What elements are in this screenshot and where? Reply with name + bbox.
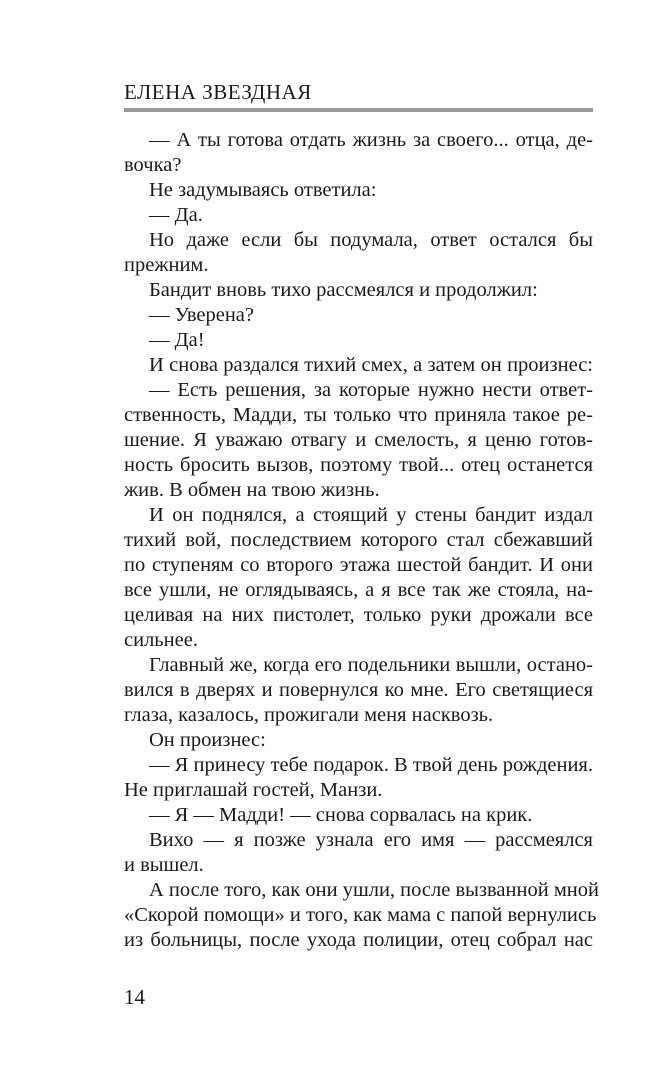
text-line: по ступеням со второго этажа шестой бандит. И они bbox=[124, 554, 593, 576]
text-line: — Я — Мадди! — снова сорвалась на крик. bbox=[149, 804, 533, 826]
text-line: и вышел. bbox=[124, 854, 204, 876]
page-body-text bbox=[124, 128, 599, 953]
text-line: ственность, Мадди, ты только что приняла такое ре- bbox=[124, 404, 593, 426]
text-line: Вихо — я позже узнала его имя — рассмеялся bbox=[149, 829, 593, 851]
text-line: Не приглашай гостей, Манзи. bbox=[124, 779, 383, 801]
text-line: Главный же, когда его подельники вышли, остано- bbox=[149, 654, 593, 676]
header-rule bbox=[124, 108, 593, 112]
text-line: из больницы, после ухода полиции, отец собрал нас bbox=[124, 929, 593, 951]
text-line: — А ты готова отдать жизнь за своего... отца, де- bbox=[149, 129, 593, 151]
text-line: — Уверена? bbox=[149, 304, 255, 326]
text-line: жив. В обмен на твою жизнь. bbox=[124, 479, 380, 501]
text-line: Но даже если бы подумала, ответ остался бы bbox=[149, 229, 593, 251]
text-line: Не задумываясь ответила: bbox=[149, 179, 377, 201]
text-line: вился в дверях и повернулся ко мне. Его светящиеся bbox=[124, 679, 593, 701]
text-line: Он произнес: bbox=[149, 729, 266, 751]
text-line: прежним. bbox=[124, 254, 209, 276]
text-line: — Я принесу тебе подарок. В твой день рождения. bbox=[149, 754, 593, 776]
text-line: — Да! bbox=[149, 329, 205, 351]
text-line: — Есть решения, за которые нужно нести ответ- bbox=[149, 379, 593, 401]
text-line: — Да. bbox=[149, 204, 203, 226]
running-header: ЕЛЕНА ЗВЕЗДНАЯ bbox=[124, 80, 312, 104]
text-line: глаза, казалось, прожигали меня насквозь. bbox=[124, 704, 494, 726]
text-line: И снова раздался тихий смех, а затем он произнес: bbox=[149, 354, 593, 376]
text-line: шение. Я уважаю отвагу и смелость, я ценю готов- bbox=[124, 429, 593, 451]
text-line: все ушли, не оглядываясь, а я все так же стояла, на- bbox=[124, 579, 593, 601]
text-line: тихий вой, последствием которого стал сбежавший bbox=[124, 529, 593, 551]
text-line: И он поднялся, а стоящий у стены бандит издал bbox=[149, 504, 593, 526]
text-line: целивая на них пистолет, только руки дрожали все bbox=[124, 604, 593, 626]
page-number: 14 bbox=[124, 985, 145, 1009]
text-line: Бандит вновь тихо рассмеялся и продолжил: bbox=[149, 279, 538, 301]
text-line: ность бросить вызов, поэтому твой... отец останется bbox=[124, 454, 593, 476]
text-line: «Скорой помощи» и того, как мама с папой вернулись bbox=[124, 904, 597, 926]
text-line: вочка? bbox=[124, 154, 182, 176]
text-line: А после того, как они ушли, после вызванной мной bbox=[149, 879, 599, 901]
text-line: сильнее. bbox=[124, 629, 198, 651]
